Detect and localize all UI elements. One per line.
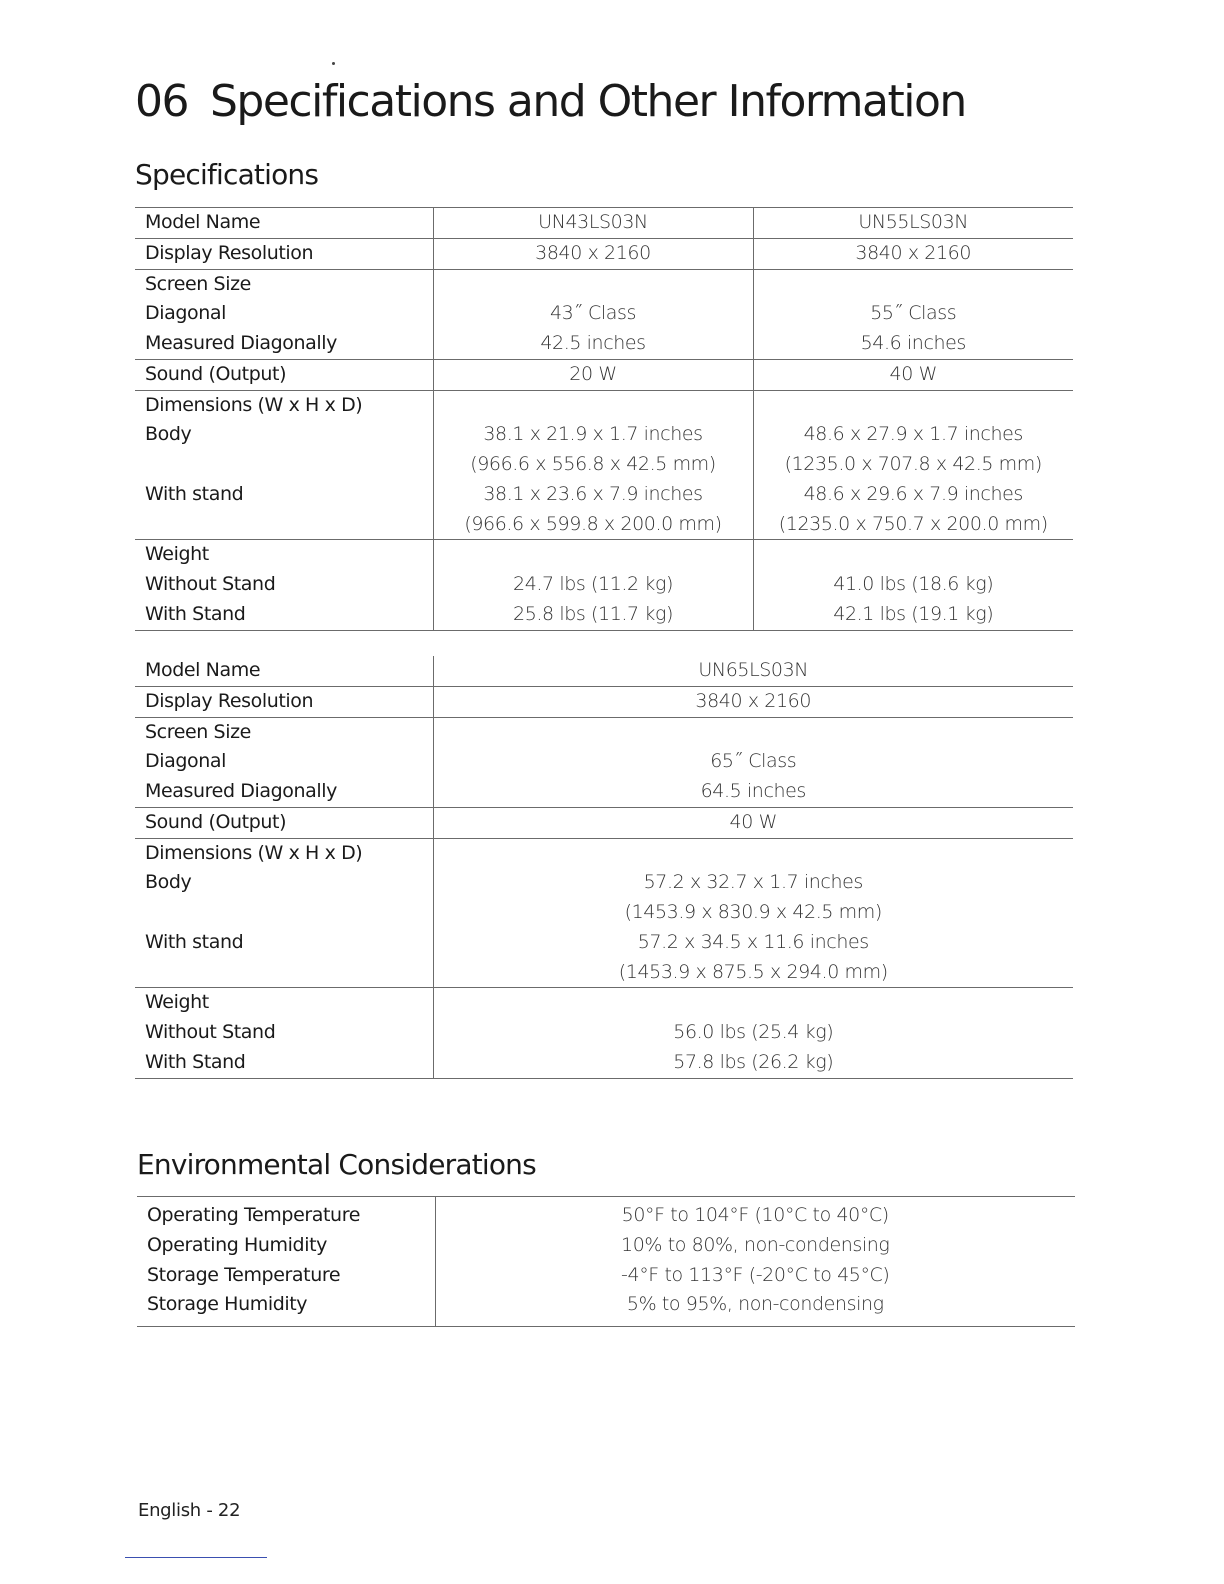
page-footer: English - 22 (138, 1500, 241, 1521)
table-row (135, 988, 1073, 1078)
cell-value: 3840 x 2160 (753, 238, 1073, 269)
row-label: Display Resolution (135, 238, 433, 269)
cell-value: UN65LS03N (433, 656, 1073, 686)
chapter-number: 06 (135, 76, 188, 127)
row-label: Model Name (135, 208, 433, 239)
table-row (135, 208, 1073, 239)
specifications-heading: Specifications (135, 158, 319, 191)
cell-value: 3840 x 2160 (433, 686, 1073, 717)
chapter-title: Specifications and Other Information (210, 76, 966, 127)
cell-value: 65˝ Class 64.5 inches (433, 717, 1073, 807)
spec-table-two-models (135, 207, 1073, 631)
row-label: Dimensions (W x H x D) Body With stand (135, 838, 433, 988)
table-row (135, 686, 1073, 717)
cell-value: 55˝ Class 54.6 inches (753, 269, 1073, 359)
cell-value: 43˝ Class 42.5 inches (433, 269, 753, 359)
chapter-heading (135, 72, 966, 132)
table-row (135, 359, 1073, 390)
row-label: Screen Size Diagonal Measured Diagonally (135, 717, 433, 807)
row-label: Sound (Output) (135, 807, 433, 838)
cell-value: 38.1 x 21.9 x 1.7 inches (966.6 x 556.8 x 42.5 mm) 38.1 x 23.6 x 7.9 inches (966.6 x 599.8 x 200.0 mm) (433, 390, 753, 540)
row-label: Dimensions (W x H x D) Body With stand (135, 390, 433, 540)
stray-dot (332, 62, 335, 65)
cell-value: 40 W (753, 359, 1073, 390)
footer-rule (125, 1557, 267, 1558)
row-label: Display Resolution (135, 686, 433, 717)
cell-value: UN43LS03N (433, 208, 753, 239)
cell-value: 24.7 lbs (11.2 kg) 25.8 lbs (11.7 kg) (433, 540, 753, 630)
cell-value: 57.2 x 32.7 x 1.7 inches (1453.9 x 830.9 x 42.5 mm) 57.2 x 34.5 x 11.6 inches (1453.9 x 875.5 x 294.0 mm) (433, 838, 1073, 988)
row-label: Sound (Output) (135, 359, 433, 390)
environment-table (137, 1196, 1075, 1327)
cell-value: 48.6 x 27.9 x 1.7 inches (1235.0 x 707.8 x 42.5 mm) 48.6 x 29.6 x 7.9 inches (1235.0 x 750.7 x 200.0 mm) (753, 390, 1073, 540)
table-row (135, 269, 1073, 359)
table-row (137, 1197, 1075, 1327)
table-row (135, 838, 1073, 988)
cell-value: 41.0 lbs (18.6 kg) 42.1 lbs (19.1 kg) (753, 540, 1073, 630)
row-label: Screen Size Diagonal Measured Diagonally (135, 269, 433, 359)
table-row (135, 656, 1073, 686)
environment-heading: Environmental Considerations (137, 1148, 536, 1181)
cell-value: 40 W (433, 807, 1073, 838)
row-label: Operating Temperature Operating Humidity Storage Temperature Storage Humidity (137, 1197, 435, 1327)
row-label: Weight Without Stand With Stand (135, 988, 433, 1078)
table-row (135, 540, 1073, 630)
table-row (135, 717, 1073, 807)
table-row (135, 390, 1073, 540)
row-label: Model Name (135, 656, 433, 686)
cell-value: 56.0 lbs (25.4 kg) 57.8 lbs (26.2 kg) (433, 988, 1073, 1078)
cell-value: UN55LS03N (753, 208, 1073, 239)
table-row (135, 807, 1073, 838)
cell-value: 20 W (433, 359, 753, 390)
table-row (135, 238, 1073, 269)
cell-value: 50°F to 104°F (10°C to 40°C) 10% to 80%, non-condensing -4°F to 113°F (-20°C to 45°C) 5% to 95%, non-condensing (435, 1197, 1075, 1327)
spec-table-single-model (135, 656, 1073, 1079)
row-label: Weight Without Stand With Stand (135, 540, 433, 630)
cell-value: 3840 x 2160 (433, 238, 753, 269)
